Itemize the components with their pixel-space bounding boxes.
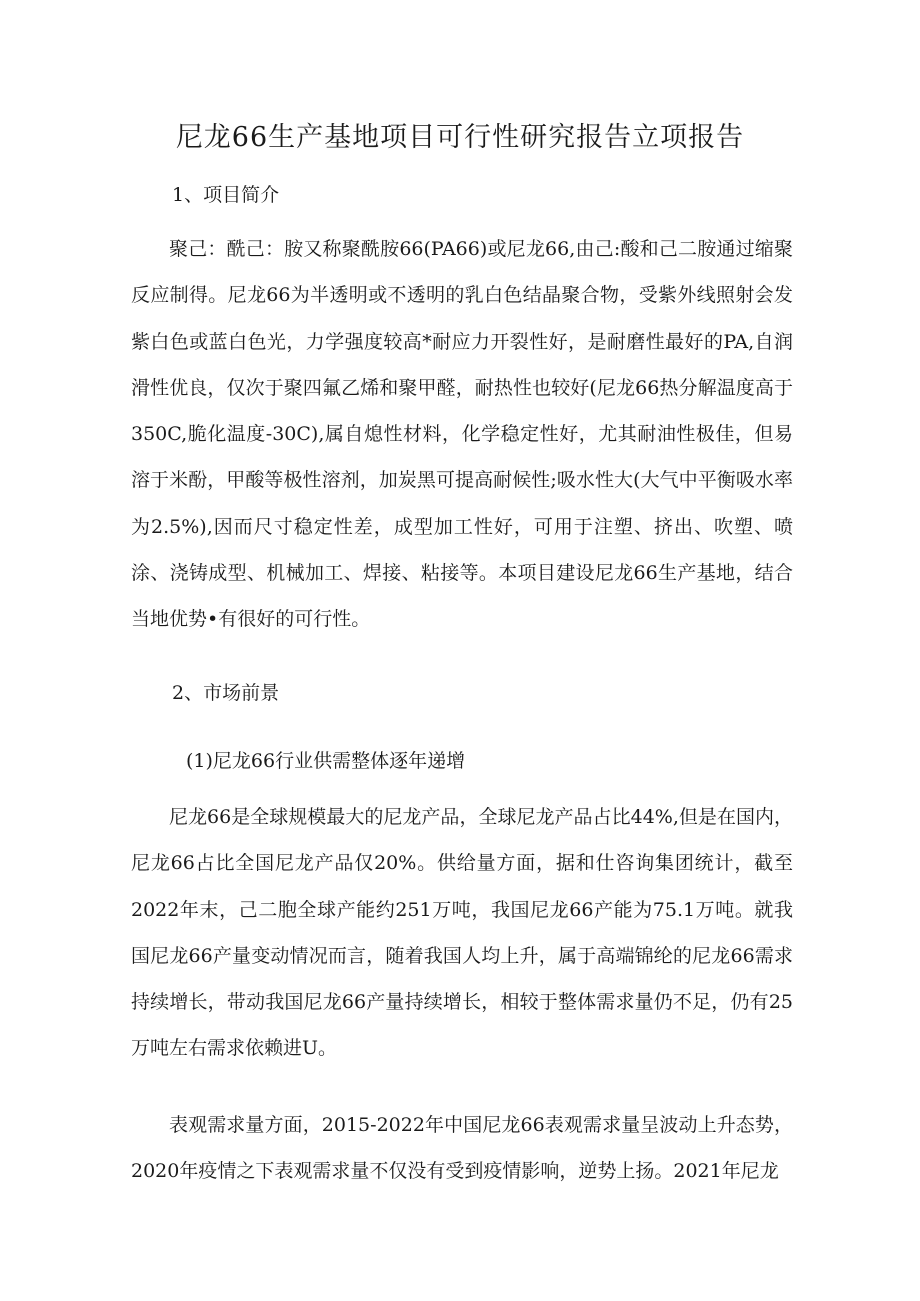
section-heading-project-intro: 1、项目简介 — [172, 184, 280, 206]
paragraph-apparent-demand: 表观需求量方面，2015-2022年中国尼龙66表观需求量呈波动上升态势，2020年疫情之下表观需求量不仅没有受到疫情影响，逆势上扬。2021年尼龙 — [131, 1114, 793, 1183]
document-title: 尼龙66生产基地项目可行性研究报告立项报告 — [175, 122, 745, 153]
paragraph-project-intro: 聚己：酰己：胺又称聚酰胺66(PA66)或尼龙66,由己:酸和己二胺通过缩聚反应制得。尼龙66为半透明或不透明的乳白色结晶聚合物，受紫外线照射会发紫白色或蓝白色光，力学强度较高*耐应力开裂性好，是耐磨性最好的PA,自润滑性优良，仅次于聚四氟乙烯和聚甲醛，耐热性也较好(尼龙66热分解温度高于350C,脆化温度-30C),属自熄性材料，化学稳定性好，尤其耐油性极佳，但易溶于米酚，甲酸等极性溶剂，加炭黑可提高耐候性;吸水性大(大气中平衡吸水率为2.5%),因而尺寸稳定性差，成型加工性好，可用于注塑、挤出、吹塑、喷涂、浇铸成型、机械加工、焊接、粘接等。本项目建设尼龙66生产基地，结合当地优势•有很好的可行性。 — [131, 238, 793, 631]
paragraph-supply-demand: 尼龙66是全球规模最大的尼龙产品，全球尼龙产品占比44%,但是在国内，尼龙66占比全国尼龙产品仅20%。供给量方面，据和仕咨询集团统计，截至2022年末，己二胞全球产能约251万吨，我国尼龙66产能为75.1万吨。就我国尼龙66产量变动情况而言，随着我国人均上升，属于高端锦纶的尼龙66需求持续增长，带动我国尼龙66产量持续增长，相较于整体需求量仍不足，仍有25万吨左右需求依赖进U。 — [131, 806, 793, 1060]
section-heading-market-outlook: 2、市场前景 — [172, 682, 280, 704]
subsection-heading-supply-demand: (1)尼龙66行业供需整体逐年递增 — [186, 750, 466, 772]
